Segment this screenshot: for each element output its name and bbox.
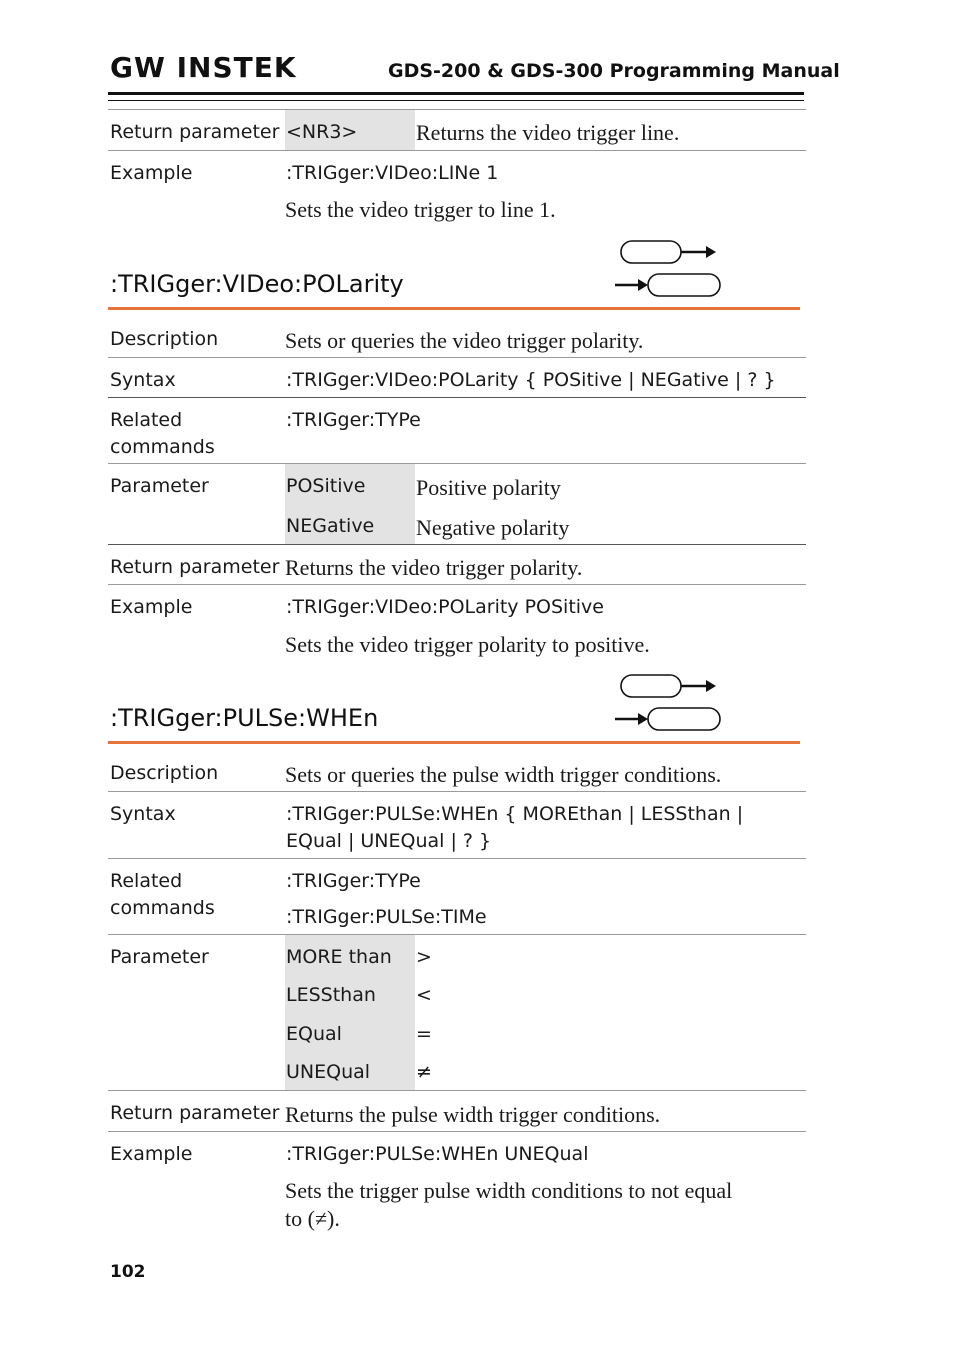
row-divider [108,1090,806,1091]
parameter-description: > [416,946,432,968]
syntax-text: :TRIGger:VIDeo:POLarity { POSitive | NEGative | ? } [286,369,776,391]
parameter-label: Parameter [110,946,209,968]
related-command: :TRIGger:PULSe:TIMe [286,906,487,928]
parameter-name: MORE than [286,946,392,968]
section-title: :TRIGger:VIDeo:POLarity [110,270,404,298]
example-command: :TRIGger:VIDeo:LINe 1 [286,162,499,184]
row-divider [108,1131,806,1132]
row-divider [108,463,806,464]
related-label: Related [110,409,183,431]
parameter-description: Negative polarity [416,515,570,540]
example-label: Example [110,1143,193,1165]
row-divider [108,934,806,935]
row-divider [108,584,806,585]
return-label: Return parameter [110,1102,280,1124]
example-command: :TRIGger:PULSe:WHEn UNEQual [286,1143,589,1165]
syntax-text: :TRIGger:PULSe:WHEn { MOREthan | LESSthan | [286,803,744,825]
return-description: Returns the video trigger polarity. [285,555,583,580]
parameter-label: Parameter [110,475,209,497]
example-description: Sets the trigger pulse width conditions to not equal [285,1178,733,1203]
parameter-description: ≠ [416,1061,432,1083]
row-divider [108,544,806,545]
return-label: Return parameter [110,121,280,143]
example-label: Example [110,596,193,618]
page-number: 102 [110,1262,146,1282]
row-divider [108,357,806,358]
description-label: Description [110,762,219,784]
return-type: <NR3> [286,121,358,143]
example-description: Sets the video trigger to line 1. [285,197,556,222]
section-title: :TRIGger:PULSe:WHEn [110,704,379,732]
description-text: Sets or queries the video trigger polarity. [285,328,644,353]
set-query-icon [612,238,724,298]
return-description: Returns the pulse width trigger conditions. [285,1102,661,1127]
row-divider [108,791,806,792]
parameter-name: LESSthan [286,984,376,1006]
related-command: :TRIGger:TYPe [286,409,421,431]
parameter-name: NEGative [286,515,375,537]
row-divider [108,397,806,398]
description-text: Sets or queries the pulse width trigger conditions. [285,762,722,787]
related-command: :TRIGger:TYPe [286,870,421,892]
section-rule [108,307,800,310]
parameter-name: UNEQual [286,1061,371,1083]
example-label: Example [110,162,193,184]
example-description: to (≠). [285,1206,340,1231]
return-label: Return parameter [110,556,280,578]
return-description: Returns the video trigger line. [416,120,680,145]
parameter-description: Positive polarity [416,475,561,500]
parameter-name: EQual [286,1023,342,1045]
related-label: commands [110,897,215,919]
row-divider [108,150,806,151]
document-title: GDS-200 & GDS-300 Programming Manual [388,60,840,82]
brand-logo: GW INSTEK [110,51,297,84]
header-rule-thin [108,100,804,101]
syntax-text: EQual | UNEQual | ? } [286,830,492,852]
syntax-label: Syntax [110,369,176,391]
related-label: commands [110,436,215,458]
row-divider [108,858,806,859]
row-divider [108,109,806,110]
example-command: :TRIGger:VIDeo:POLarity POSitive [286,596,604,618]
example-description: Sets the video trigger polarity to positive. [285,632,650,657]
syntax-label: Syntax [110,803,176,825]
parameter-description: < [416,984,432,1006]
set-query-icon [612,672,724,732]
parameter-name: POSitive [286,475,366,497]
header-rule [108,92,804,95]
parameter-description: = [416,1023,432,1045]
related-label: Related [110,870,183,892]
section-rule [108,741,800,744]
description-label: Description [110,328,219,350]
